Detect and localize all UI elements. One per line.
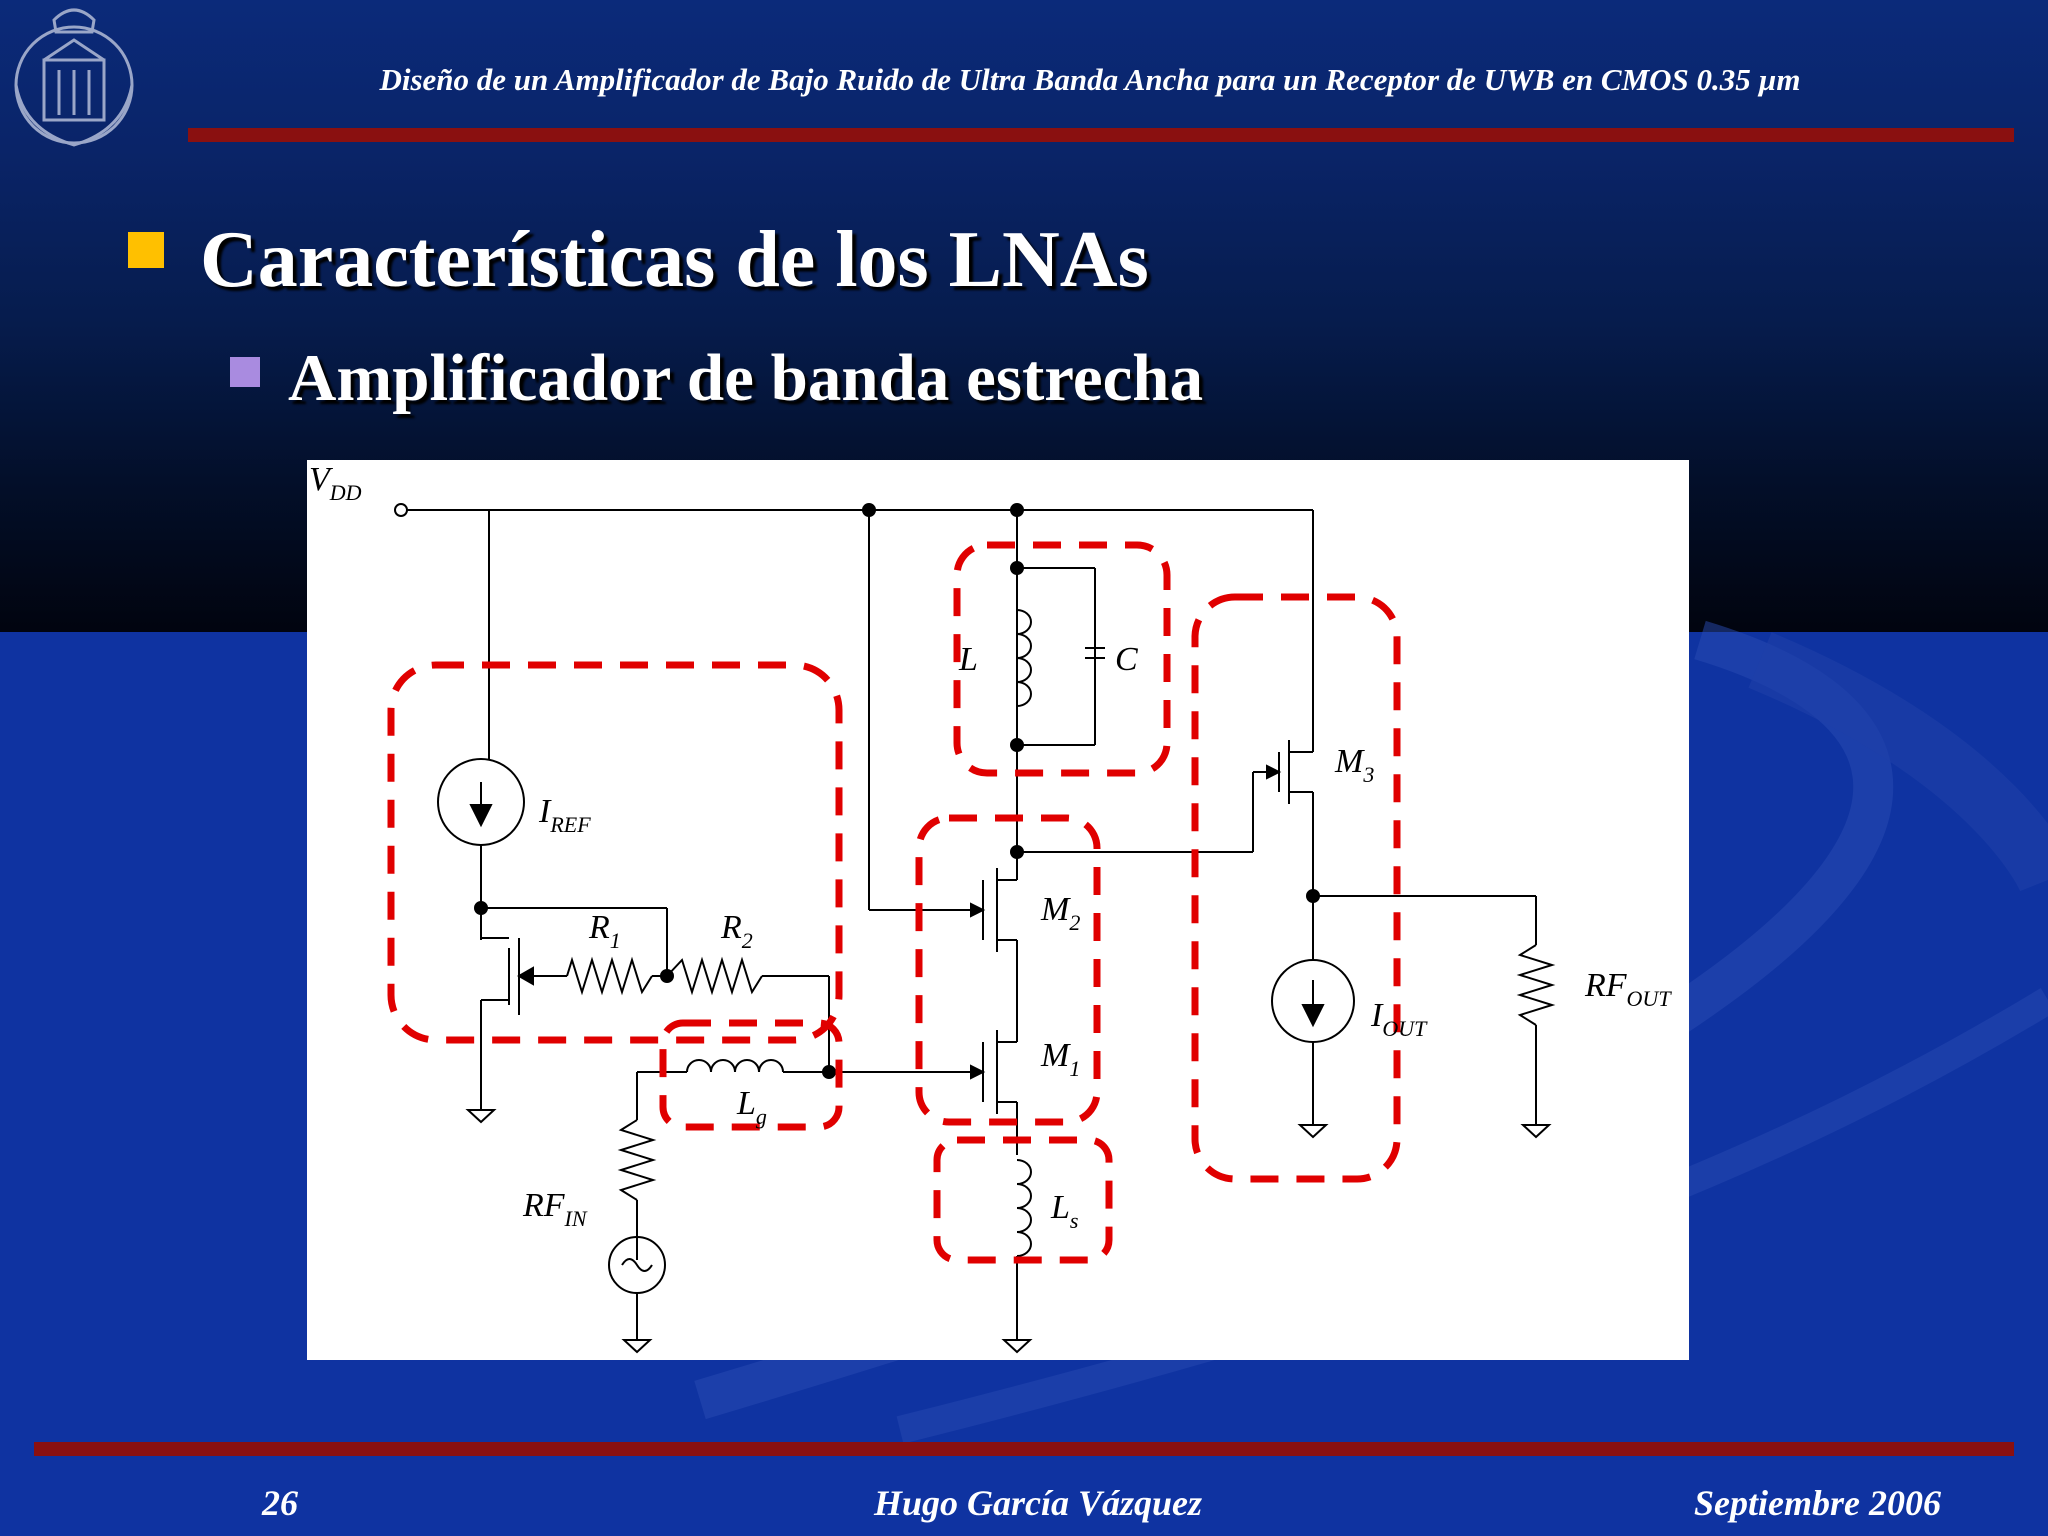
rfin-label: $RF_{IN}$ — [523, 1187, 587, 1231]
header-divider — [188, 128, 2014, 142]
ls-highlight — [937, 1140, 1109, 1260]
lg-label: $L_g$ — [737, 1085, 767, 1129]
footer-author: Hugo García Vázquez — [874, 1483, 1203, 1523]
ground-symbol — [1523, 1125, 1549, 1137]
page-number: 26 — [262, 1483, 298, 1523]
university-crest-logo — [4, 0, 144, 150]
ground-symbol — [624, 1340, 650, 1352]
vdd-label: $V_{DD}$ — [309, 461, 362, 505]
r2-label: $R_2$ — [721, 909, 753, 953]
footer-date: Septiembre 2006 — [1694, 1483, 1941, 1523]
presentation-title: Diseño de un Amplificador de Bajo Ruido de Ultra Banda Ancha para un Receptor de UWB en CMOS 0.35 µm — [379, 62, 1801, 97]
slide-subheading: Amplificador de banda estrecha — [288, 341, 1204, 415]
ls-label: $L_s$ — [1051, 1189, 1079, 1233]
m1-label: $M_1$ — [1041, 1037, 1081, 1081]
ground-symbol — [468, 1110, 494, 1122]
m2-label: $M_2$ — [1041, 891, 1081, 935]
slide-heading: Características de los LNAs — [200, 216, 1149, 304]
l-label: L — [959, 641, 978, 678]
iref-label: $I_{REF}$ — [539, 793, 591, 837]
r1-label: $R_1$ — [589, 909, 621, 953]
bias-network-highlight — [391, 665, 839, 1040]
m3-label: $M_3$ — [1335, 743, 1375, 787]
output-buffer-highlight — [1195, 597, 1397, 1179]
lna-circuit-diagram — [307, 460, 1689, 1360]
footer-divider — [34, 1442, 2014, 1456]
ground-symbol — [1300, 1125, 1326, 1137]
ground-symbol — [1004, 1340, 1030, 1352]
c-label: C — [1115, 641, 1138, 678]
rfout-label: $RF_{OUT}$ — [1585, 967, 1671, 1011]
sub-bullet-square-icon — [230, 357, 260, 387]
bullet-square-icon — [128, 232, 164, 268]
iout-label: $I_{OUT}$ — [1371, 997, 1427, 1041]
